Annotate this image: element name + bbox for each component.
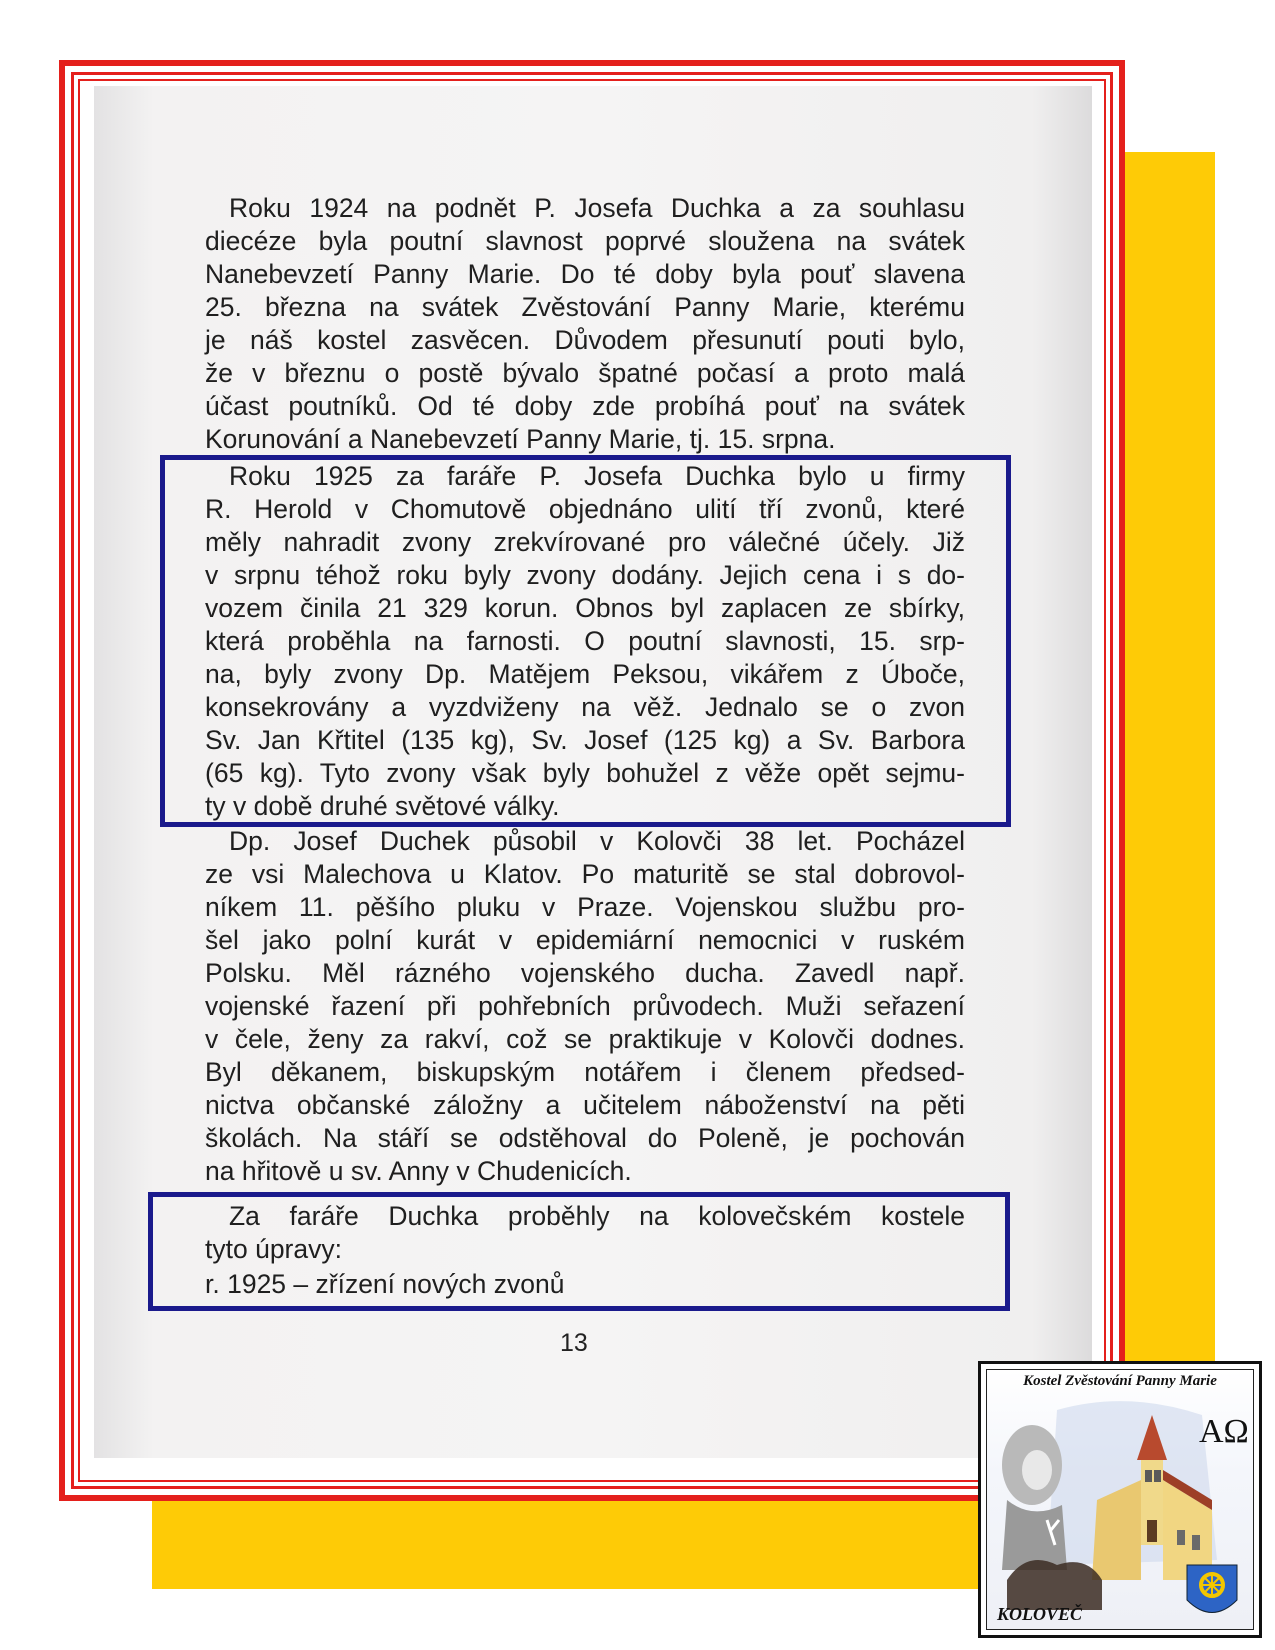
text-line: Roku 1925 za faráře P. Josefa Duchka bylo u firmy: [229, 461, 965, 491]
text-line: diecéze byla poutní slavnost poprvé sloužena na svátek: [205, 226, 965, 256]
text-line: Sv. Jan Křtitel (135 kg), Sv. Josef (125 kg) a Sv. Barbora: [205, 725, 965, 755]
text-line: ty v době druhé světové války.: [205, 791, 560, 821]
text-line: konsekrovány a vyzdviženy na věž. Jednalo se o zvon: [205, 692, 965, 722]
paragraph-3: [205, 825, 965, 1188]
text-line: r. 1925 – zřízení nových zvonů: [205, 1269, 565, 1299]
text-line: tyto úpravy:: [205, 1234, 342, 1264]
logo-title: Kostel Zvěstování Panny Marie: [1023, 1373, 1217, 1389]
text-line: nictva občanské záložny a učitelem náboženství na pěti: [205, 1090, 965, 1120]
text-line: účast poutníků. Od té doby zde probíhá pouť na svátek: [205, 391, 965, 421]
page-number: 13: [560, 1329, 588, 1357]
text-line: je náš kostel zasvěcen. Důvodem přesunutí pouti bylo,: [205, 325, 965, 355]
text-line: níkem 11. pěšího pluku v Praze. Vojenskou službu pro-: [205, 892, 965, 922]
highlight-box-bells: [160, 455, 1011, 827]
coat-of-arms-icon: [1187, 1565, 1237, 1613]
text-line: v srpnu téhož roku byly zvony dodány. Jejich cena i s do-: [205, 560, 965, 590]
text-line: Korunování a Nanebevzetí Panny Marie, tj. 15. srpna.: [205, 424, 836, 454]
church-illustration: [987, 1370, 1254, 1630]
text-line: Dp. Josef Duchek působil v Kolovči 38 let. Pocházel: [229, 826, 965, 856]
text-line: ze vsi Malechova u Klatov. Po maturitě se stal dobrovol-: [205, 859, 965, 889]
text-line: Byl děkanem, biskupským notářem i členem předsed-: [205, 1057, 965, 1087]
logo-inner: [986, 1369, 1254, 1630]
text-line: školách. Na stáří se odstěhoval do Poleně, je pochován: [205, 1123, 965, 1153]
text-line: šel jako polní kurát v epidemiární nemocnici v ruském: [205, 925, 965, 955]
text-line: na, byly zvony Dp. Matějem Peksou, vikářem z Úboče,: [205, 659, 965, 689]
text-line: Polsku. Měl rázného vojenského ducha. Zavedl např.: [205, 958, 965, 988]
text-line: která proběhla na farnosti. O poutní slavnosti, 15. srp-: [205, 626, 965, 656]
text-line: (65 kg). Tyto zvony však byly bohužel z věže opět sejmu-: [205, 758, 965, 788]
text-line: Roku 1924 na podnět P. Josefa Duchka a za souhlasu: [229, 193, 965, 223]
paragraph-1: [205, 192, 965, 456]
text-line: Za faráře Duchka proběhly na kolovečském kostele: [229, 1201, 965, 1231]
alpha-omega-symbol: AΩ: [1199, 1413, 1249, 1450]
text-line: na hřitově u sv. Anny v Chudenicích.: [205, 1156, 632, 1186]
text-line: R. Herold v Chomutově objednáno ulití tří zvonů, které: [205, 494, 965, 524]
text-line: že v březnu o postě bývalo špatné počasí a proto malá: [205, 358, 965, 388]
text-line: vozem činila 21 329 korun. Obnos byl zaplacen ze sbírky,: [205, 593, 965, 623]
text-line: měly nahradit zvony zrekvírované pro válečné účely. Již: [205, 527, 965, 557]
text-line: vojenské řazení při pohřebních průvodech. Muži seřazení: [205, 991, 965, 1021]
text-line: v čele, ženy za rakví, což se praktikuje v Kolovči dodnes.: [205, 1024, 965, 1054]
highlight-box-repairs: [148, 1192, 1010, 1311]
church-logo: [978, 1361, 1262, 1638]
text-line: 25. března na svátek Zvěstování Panny Marie, kterému: [205, 292, 965, 322]
logo-place-name: KOLOVEČ: [997, 1604, 1083, 1624]
text-line: Nanebevzetí Panny Marie. Do té doby byla pouť slavena: [205, 259, 965, 289]
